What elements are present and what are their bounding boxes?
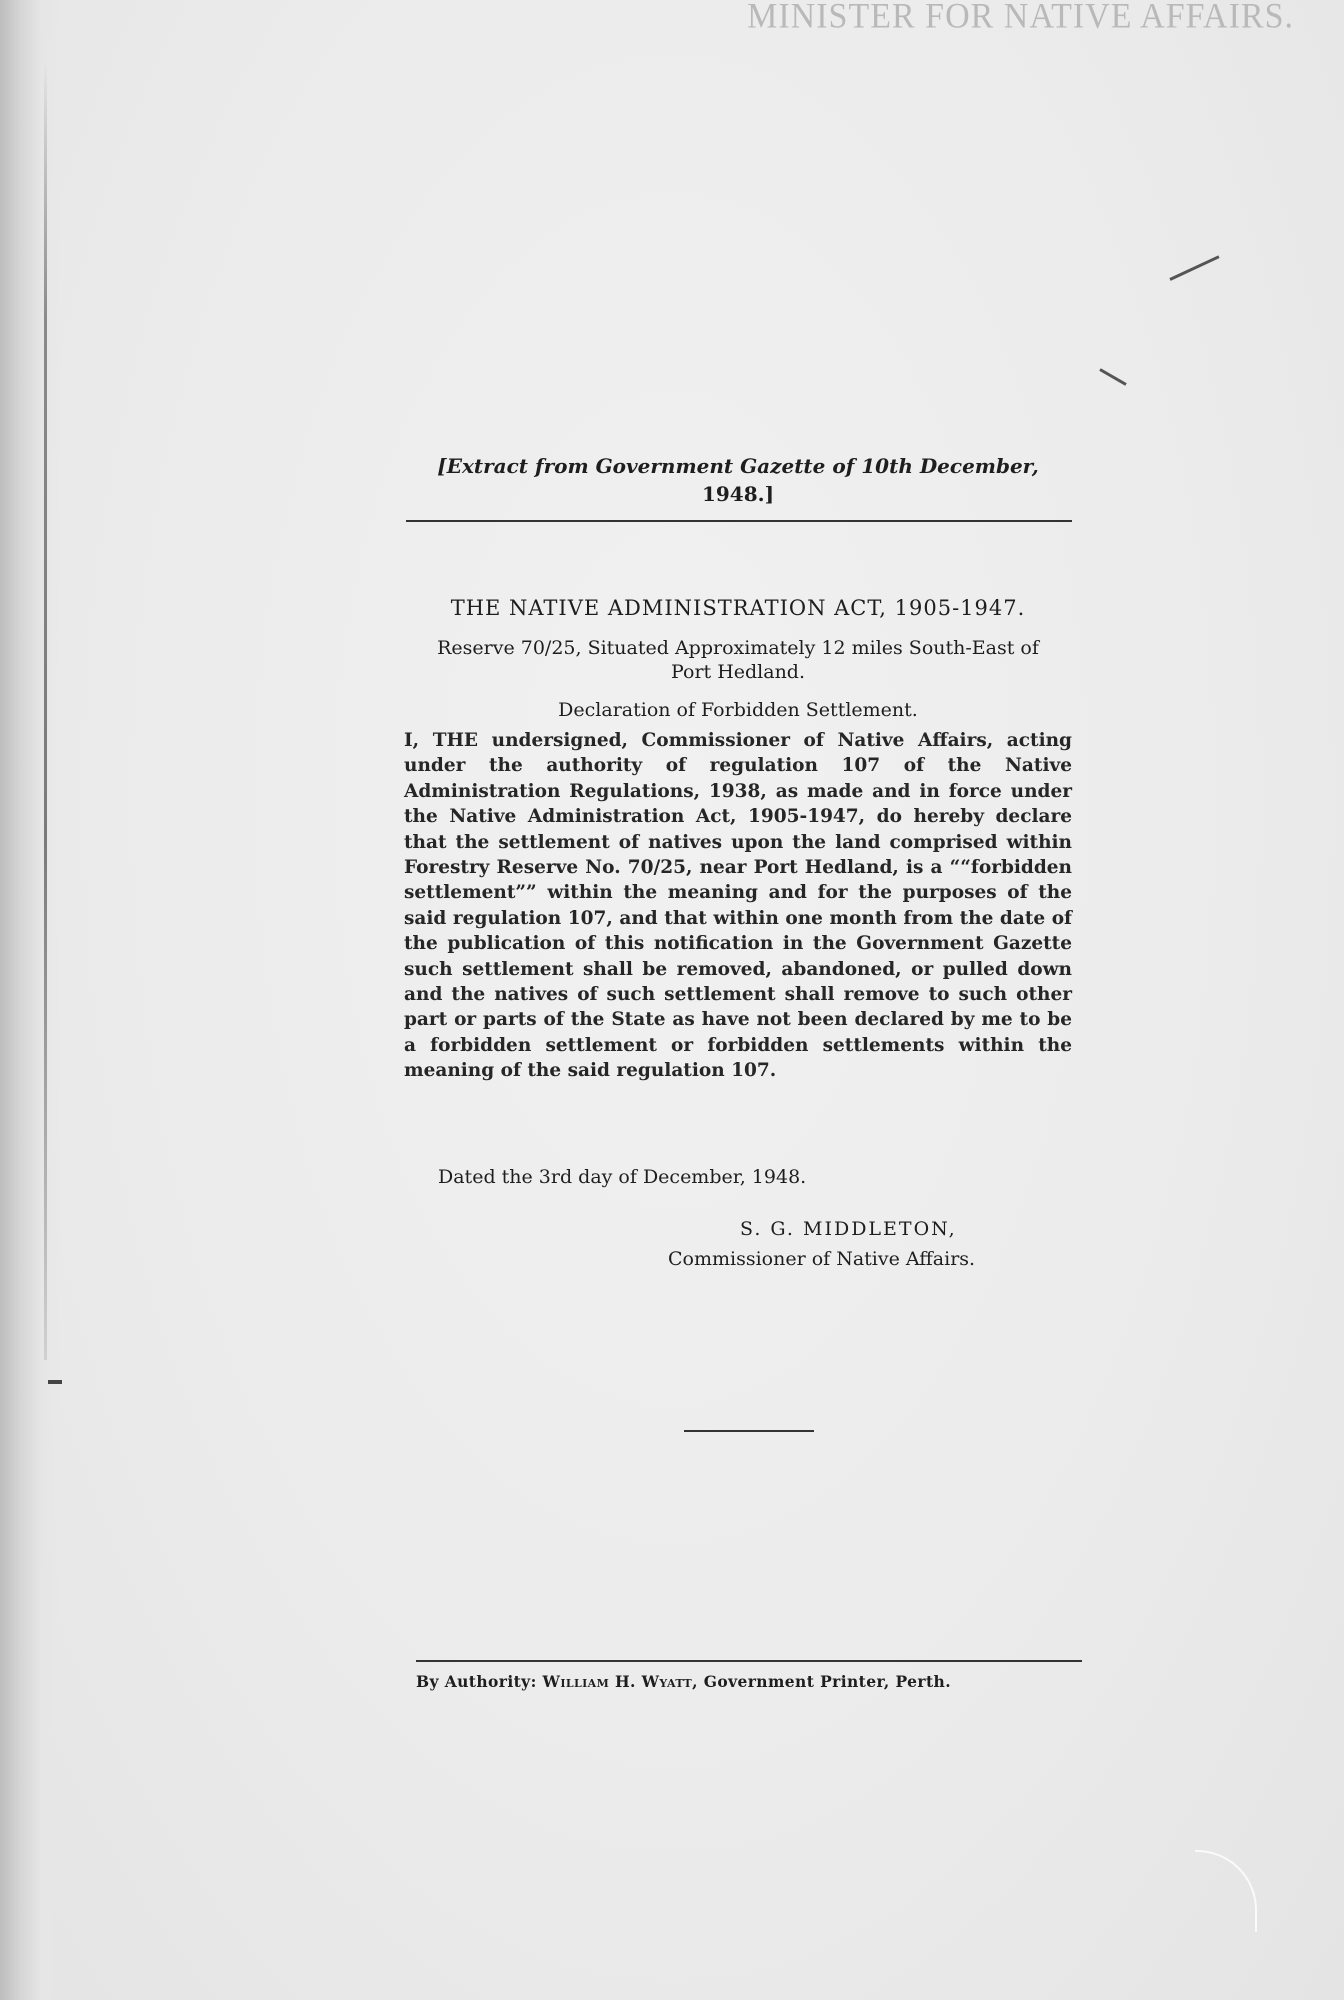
pencil-mark — [1169, 255, 1219, 281]
reserve-title: Reserve 70/25, Situated Approximately 12 miles South-East of Port Hedland. — [437, 637, 1039, 683]
binding-mark — [48, 1380, 62, 1384]
binding-line — [44, 60, 47, 1360]
extract-line-1: [Extract from Government Gazette of 10th December, — [437, 454, 1039, 478]
paper-crease — [1195, 1850, 1257, 1932]
printer-imprint — [416, 1670, 1082, 1694]
extract-line-2: 1948.] — [701, 482, 775, 506]
imprint-suffix: , Government Printer, Perth. — [692, 1672, 951, 1691]
printer-name: William H. Wyatt — [542, 1672, 693, 1691]
dated-line: Dated the 3rd day of December, 1948. — [438, 1166, 807, 1188]
declaration-body: I, THE undersigned, Commissioner of Native Affairs, acting under the authority of regulation 107 of the Native Administration Regulations, 1938, as made and in force under the Native Administration Act, 1905-1947, do hereby declare that the settlement of natives upon the land comprised within Forestry Reserve No. 70/25, near Port Hedland, is a ““forbidden settlement”” within the meaning and for the purposes of the said regulation 107, and that within one month from the date of the publication of this notification in the Government Gazette such settlement shall be removed, abandoned, or pulled down and the natives of such settlement shall remove to such other part or parts of the State as have not been declared by me to be a forbidden settlement or forbidden settlements within the meaning of the said regulation 107. — [404, 730, 1072, 1082]
declaration-title: Declaration of Forbidden Settlement. — [558, 699, 918, 721]
signatory-name: S. G. MIDDLETON, — [740, 1218, 957, 1240]
binding-shadow — [0, 0, 60, 2000]
header-bleed-through: MINISTER FOR NATIVE AFFAIRS. — [747, 0, 1294, 36]
imprint-prefix: By Authority: — [416, 1672, 543, 1691]
act-title: THE NATIVE ADMINISTRATION ACT, 1905-1947. — [450, 596, 1026, 620]
footer-rule — [416, 1660, 1082, 1662]
short-divider-rule — [684, 1430, 814, 1432]
signatory-title: Commissioner of Native Affairs. — [668, 1248, 976, 1270]
gazette-extract-note — [404, 452, 1072, 508]
divider-rule — [406, 520, 1072, 522]
pencil-mark — [1099, 368, 1126, 386]
